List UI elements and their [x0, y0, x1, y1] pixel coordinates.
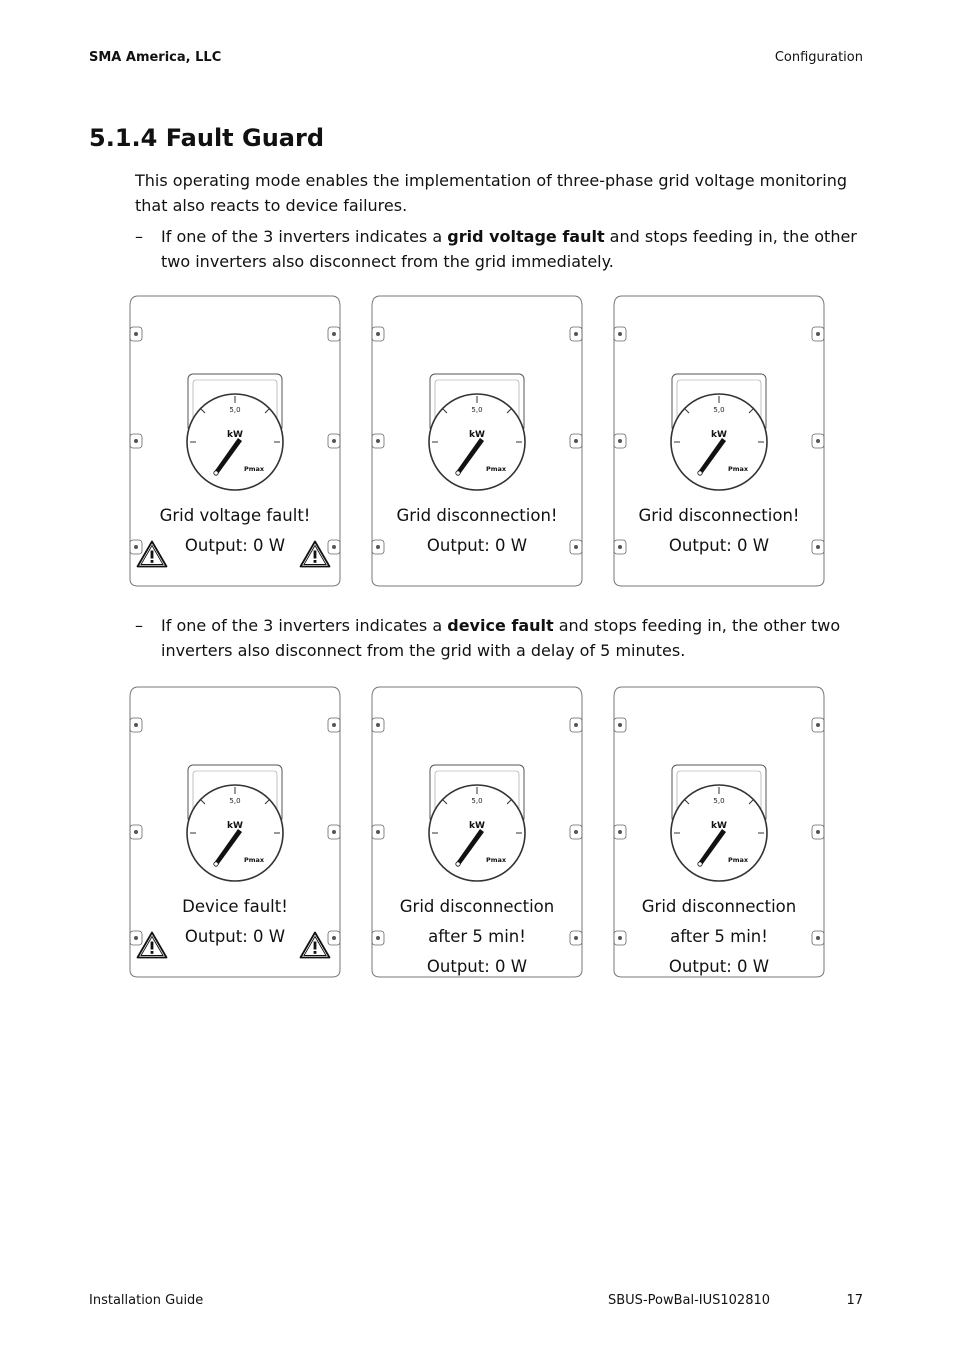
gauge-unit-label: kW — [469, 821, 485, 831]
gauge-scale-label: 5,0 — [229, 406, 241, 414]
gauge-unit-label: kW — [711, 430, 727, 440]
header-section: Configuration — [774, 50, 863, 65]
mounting-screw — [614, 718, 626, 732]
gauge-unit-label: kW — [227, 821, 243, 831]
gauge-unit-label: kW — [469, 430, 485, 440]
gauge-max-label: Pmax — [485, 856, 507, 864]
inverter-status-line: Grid disconnection! — [396, 506, 558, 525]
header-company: SMA America, LLC — [89, 50, 222, 65]
footer-document-type: Installation Guide — [89, 1293, 204, 1308]
mounting-screw — [372, 718, 384, 732]
gauge-max-label: Pmax — [727, 856, 749, 864]
warning-triangle-icon — [136, 931, 168, 959]
inverter-status-line: Grid voltage fault! — [159, 506, 311, 525]
inverter-status-line: Output: 0 W — [426, 957, 528, 976]
inverter-3 — [612, 685, 826, 980]
bullet-dash: – — [135, 616, 143, 635]
inverter-status-line: Output: 0 W — [184, 927, 286, 946]
bullet-dash: – — [135, 227, 143, 246]
section-title: 5.1.4 Fault Guard — [89, 124, 325, 152]
gauge-unit-label: kW — [227, 430, 243, 440]
gauge-scale-label: 5,0 — [713, 406, 725, 414]
inverter-status-line: Output: 0 W — [184, 536, 286, 555]
bullet-text-after: and stops feeding in, the other two inverters also disconnect from the grid with a delay of 5 minutes. — [161, 616, 841, 660]
warning-triangle-icon — [299, 931, 331, 959]
bullet-text-after: and stops feeding in, the other two inverters also disconnect from the grid immediately. — [161, 227, 857, 271]
inverter-status-line: Output: 0 W — [426, 536, 528, 555]
mounting-screw — [812, 718, 824, 732]
inverter-status-line: Output: 0 W — [668, 536, 770, 555]
inverter-status-line: Grid disconnection! — [638, 506, 800, 525]
intro-paragraph: This operating mode enables the implementation of three-phase grid voltage monitoring that also reacts to device failures. — [135, 171, 847, 215]
mounting-screw — [570, 825, 582, 839]
inverter-1 — [128, 685, 342, 980]
bullet-bold-term: grid voltage fault — [447, 227, 605, 246]
gauge-scale-label: 5,0 — [471, 406, 483, 414]
gauge-scale-label: 5,0 — [713, 797, 725, 805]
gauge-unit-label: kW — [711, 821, 727, 831]
mounting-screw — [614, 825, 626, 839]
gauge-max-label: Pmax — [727, 465, 749, 473]
gauge-scale-label: 5,0 — [471, 797, 483, 805]
gauge-max-label: Pmax — [243, 856, 265, 864]
mounting-screw — [812, 825, 824, 839]
gauge-max-label: Pmax — [243, 465, 265, 473]
gauge-max-label: Pmax — [485, 465, 507, 473]
inverter-status-line: after 5 min! — [428, 927, 526, 946]
footer-document-code: SBUS-PowBal-IUS102810 — [608, 1293, 771, 1308]
mounting-screw — [570, 718, 582, 732]
mounting-screw — [328, 825, 340, 839]
bullet-text-before: If one of the 3 inverters indicates a — [161, 227, 448, 246]
mounting-screw — [130, 825, 142, 839]
mounting-screw — [372, 825, 384, 839]
inverter-status-line: Grid disconnection — [399, 897, 555, 916]
inverter-2 — [370, 685, 584, 980]
mounting-screw — [328, 718, 340, 732]
gauge-scale-label: 5,0 — [229, 797, 241, 805]
inverter-status-line: Output: 0 W — [668, 957, 770, 976]
inverter-status-line: after 5 min! — [670, 927, 768, 946]
mounting-screw — [130, 718, 142, 732]
inverter-status-line: Device fault! — [182, 897, 288, 916]
inverter-status-line: Grid disconnection — [641, 897, 797, 916]
bullet-text-before: If one of the 3 inverters indicates a — [161, 616, 448, 635]
footer-page-number: 17 — [846, 1293, 863, 1308]
bullet-bold-term: device fault — [447, 616, 554, 635]
